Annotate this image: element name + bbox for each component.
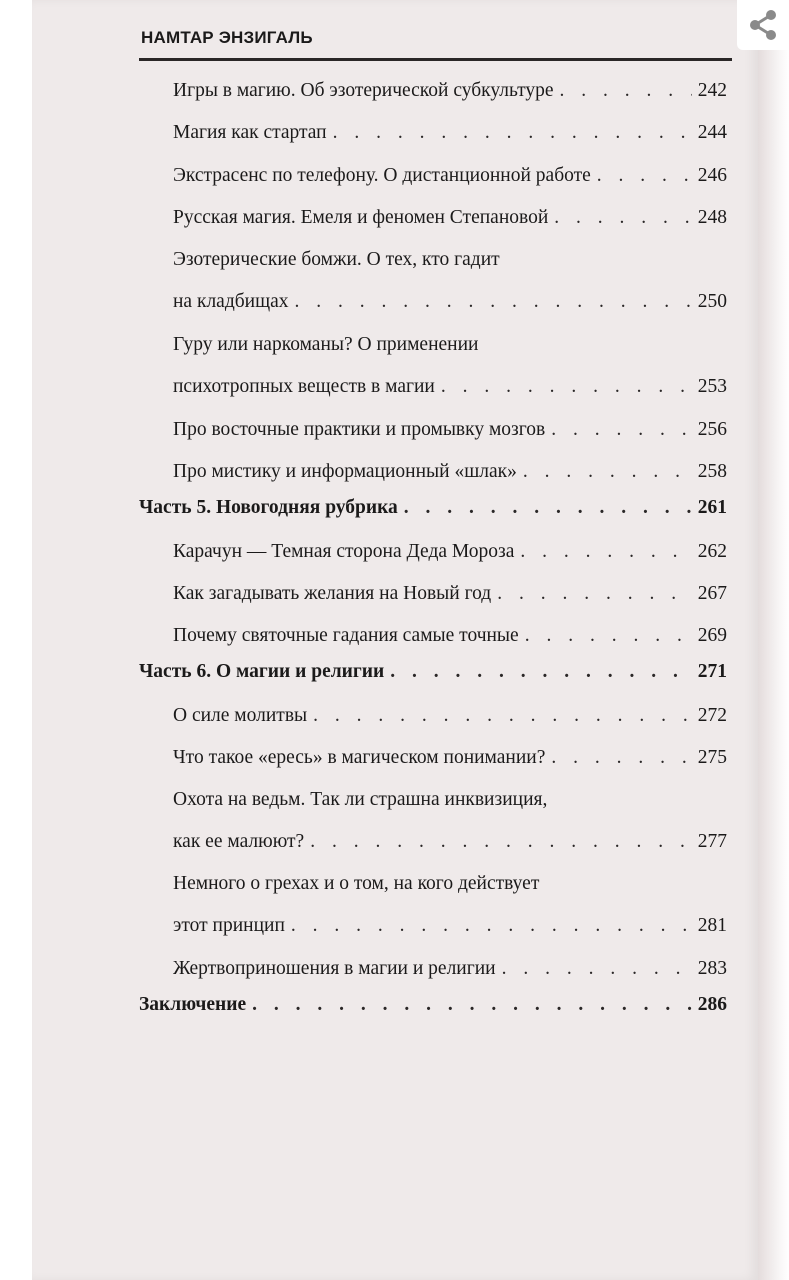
toc-title: этот принцип bbox=[173, 915, 285, 936]
toc-title: Почему святочные гадания самые точные bbox=[173, 625, 519, 646]
toc-leader bbox=[551, 747, 691, 769]
toc-leader bbox=[313, 705, 692, 727]
toc-title-line1: Эзотерические бомжи. О тех, кто гадит bbox=[173, 249, 500, 270]
toc-page: 244 bbox=[697, 122, 727, 143]
toc-leader bbox=[310, 831, 692, 853]
toc-title: Про восточные практики и промывку мозгов bbox=[173, 419, 546, 440]
toc-page: 242 bbox=[697, 80, 727, 101]
toc-leader bbox=[390, 661, 692, 683]
toc-leader bbox=[502, 958, 692, 980]
toc-title: Что такое «ересь» в магическом понимании? bbox=[173, 747, 546, 768]
toc-title: психотропных веществ в магии bbox=[173, 376, 435, 397]
toc-title-line1: Немного о грехах и о том, на кого действует bbox=[173, 873, 540, 894]
toc-leader bbox=[295, 291, 692, 313]
header-rule bbox=[139, 58, 732, 61]
toc-page: 283 bbox=[697, 958, 727, 979]
toc-part-entry bbox=[139, 994, 727, 1016]
toc-entry bbox=[173, 915, 727, 937]
toc-page: 272 bbox=[697, 705, 727, 726]
toc-leader bbox=[333, 122, 692, 144]
toc-part-title: Часть 6. О магии и религии bbox=[139, 661, 385, 682]
toc-title: Карачун — Темная сторона Деда Мороза bbox=[173, 541, 515, 562]
toc-title: как ее малюют? bbox=[173, 831, 305, 852]
toc-leader bbox=[404, 497, 692, 519]
toc-page: 261 bbox=[697, 497, 727, 518]
toc-entry bbox=[173, 541, 727, 563]
toc-leader bbox=[520, 541, 691, 563]
toc-leader bbox=[560, 80, 692, 102]
toc-leader bbox=[291, 915, 692, 937]
toc-page: 275 bbox=[697, 747, 727, 768]
toc-page: 277 bbox=[697, 831, 727, 852]
toc-entry bbox=[173, 207, 727, 229]
running-head: НАМТАР ЭНЗИГАЛЬ bbox=[141, 28, 313, 47]
toc-title: Как загадывать желания на Новый год bbox=[173, 583, 492, 604]
toc-entry bbox=[173, 419, 727, 441]
toc-title: О силе молитвы bbox=[173, 705, 308, 726]
toc-title: Экстрасенс по телефону. О дистанционной работе bbox=[173, 165, 591, 186]
toc-entry bbox=[173, 165, 727, 187]
toc-page: 256 bbox=[697, 419, 727, 440]
toc-part-title: Часть 5. Новогодняя рубрика bbox=[139, 497, 398, 518]
toc-leader bbox=[554, 207, 691, 229]
toc-title: Магия как стартап bbox=[173, 122, 327, 143]
toc-title: Русская магия. Емеля и феномен Степановой bbox=[173, 207, 549, 228]
toc-title: на кладбищах bbox=[173, 291, 289, 312]
toc-title: Игры в магию. Об эзотерической субкультуре bbox=[173, 80, 554, 101]
toc-page: 286 bbox=[697, 994, 727, 1015]
toc-leader bbox=[441, 376, 692, 398]
toc-page: 250 bbox=[697, 291, 727, 312]
toc-title: Про мистику и информационный «шлак» bbox=[173, 461, 517, 482]
toc-page: 258 bbox=[697, 461, 727, 482]
toc-leader bbox=[551, 419, 692, 441]
toc-page: 253 bbox=[697, 376, 727, 397]
toc-leader bbox=[525, 625, 692, 647]
toc-entry bbox=[173, 625, 727, 647]
toc-page: 246 bbox=[697, 165, 727, 186]
toc-title-line1: Гуру или наркоманы? О применении bbox=[173, 334, 479, 355]
toc-entry bbox=[173, 80, 727, 102]
page-edge bbox=[758, 0, 789, 1280]
toc-page: 267 bbox=[697, 583, 727, 604]
toc-entry bbox=[173, 461, 727, 483]
toc-leader bbox=[597, 165, 692, 187]
share-icon bbox=[743, 5, 783, 45]
toc-title: Жертвоприношения в магии и религии bbox=[173, 958, 496, 979]
toc-entry bbox=[173, 958, 727, 980]
toc-leader bbox=[523, 461, 692, 483]
toc-leader bbox=[252, 994, 692, 1016]
toc-entry bbox=[173, 122, 727, 144]
toc-title-line1: Охота на ведьм. Так ли страшна инквизиция, bbox=[173, 789, 548, 810]
toc-entry bbox=[173, 291, 727, 313]
toc-entry bbox=[173, 376, 727, 398]
share-button[interactable] bbox=[737, 0, 789, 50]
toc-page: 281 bbox=[697, 915, 727, 936]
toc-leader bbox=[497, 583, 692, 605]
toc-part-entry bbox=[139, 497, 727, 519]
toc-page: 248 bbox=[697, 207, 727, 228]
toc-entry bbox=[173, 747, 727, 769]
toc-entry bbox=[173, 583, 727, 605]
toc-page: 262 bbox=[697, 541, 727, 562]
toc-part-title: Заключение bbox=[139, 994, 247, 1015]
toc-entry bbox=[173, 705, 727, 727]
toc-page: 269 bbox=[697, 625, 727, 646]
toc-entry bbox=[173, 831, 727, 853]
toc-page: 271 bbox=[697, 661, 727, 682]
toc-part-entry bbox=[139, 661, 727, 683]
